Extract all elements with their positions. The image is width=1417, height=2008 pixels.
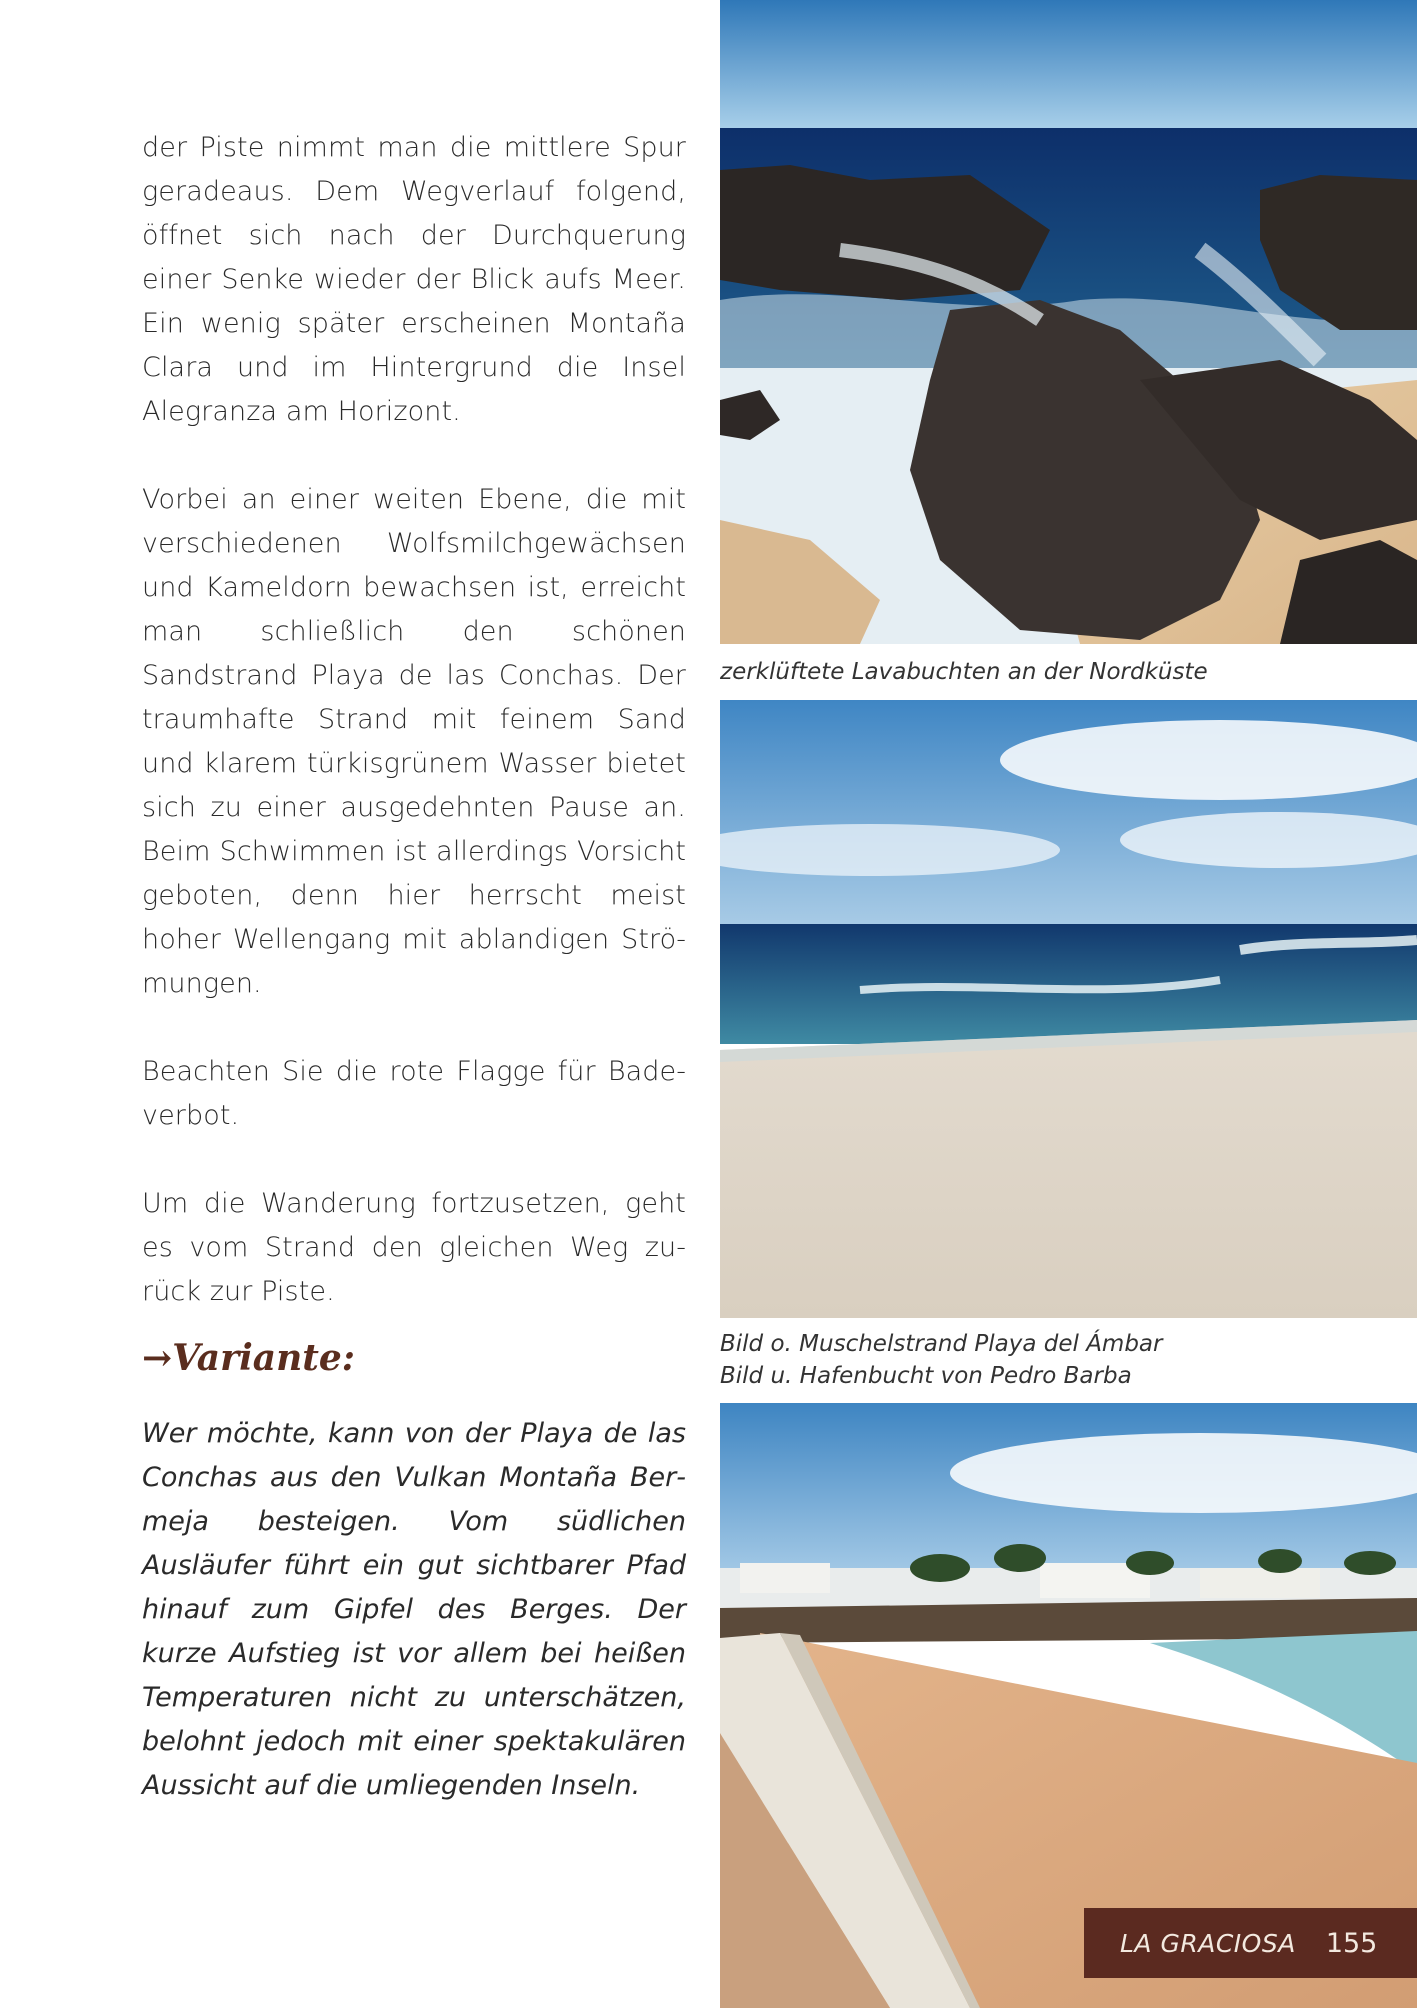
variant-heading: →Variante:: [142, 1337, 356, 1379]
photo-lava-coast: [720, 0, 1417, 644]
footer-page-tab: [1084, 1908, 1417, 1978]
footer-section-title: LA GRACIOSA: [1120, 1928, 1296, 1958]
paragraph-1: der Piste nimmt man die mittlere Spur geradeaus. Dem Wegverlauf folgend, öffnet sich nach der Durchquerung einer Senke wieder der Blick aufs Meer. Ein wenig später erscheinen Montaña Clara und im Hintergrund die Insel Alegranza am Horizont.: [142, 132, 686, 427]
photo-beach: [720, 700, 1417, 1318]
caption-photo-line2: Bild u. Hafenbucht von Pedro Barba: [720, 1363, 1132, 1389]
text-column: [142, 126, 686, 1808]
paragraph-2: Vorbei an einer weiten Ebene, die mit verschiedenen Wolfsmilchgewächsen und Kameldorn bewachsen ist, erreicht man schließlich den schönen Sandstrand Playa de las Conchas. Der traumhafte Strand mit feinem Sand und klarem türkisgrünem Wasser bietet sich zu einer ausgedehnten Pause an. Beim Schwimmen ist allerdings Vorsicht geboten, denn hier herrscht meist hoher Wellengang mit ablandigen Strömungen.: [142, 484, 686, 999]
paragraph-4: Um die Wanderung fortzusetzen, geht es vom Strand den gleichen Weg zurück zur Piste.: [142, 1188, 686, 1307]
page-number: 155: [1325, 1927, 1378, 1959]
caption-photo-line1: Bild o. Muschelstrand Playa del Ámbar: [720, 1331, 1163, 1357]
caption-lava-coast: zerklüftete Lavabuchten an der Nordküste: [720, 659, 1208, 685]
paragraph-3: Beachten Sie die rote Flagge für Badeverbot.: [142, 1056, 686, 1131]
variant-text: Wer möchte, kann von der Playa de las Conchas aus den Vulkan Montaña Bermeja besteigen. Vom südlichen Ausläufer führt ein gut sichtbarer Pfad hinauf zum Gipfel des Berges. Der kurze Aufstieg ist vor allem bei heißen Temperaturen nicht zu unterschätzen, belohnt jedoch mit einer spektakulären Aussicht auf die umliegenden Inseln.: [142, 1418, 686, 1801]
